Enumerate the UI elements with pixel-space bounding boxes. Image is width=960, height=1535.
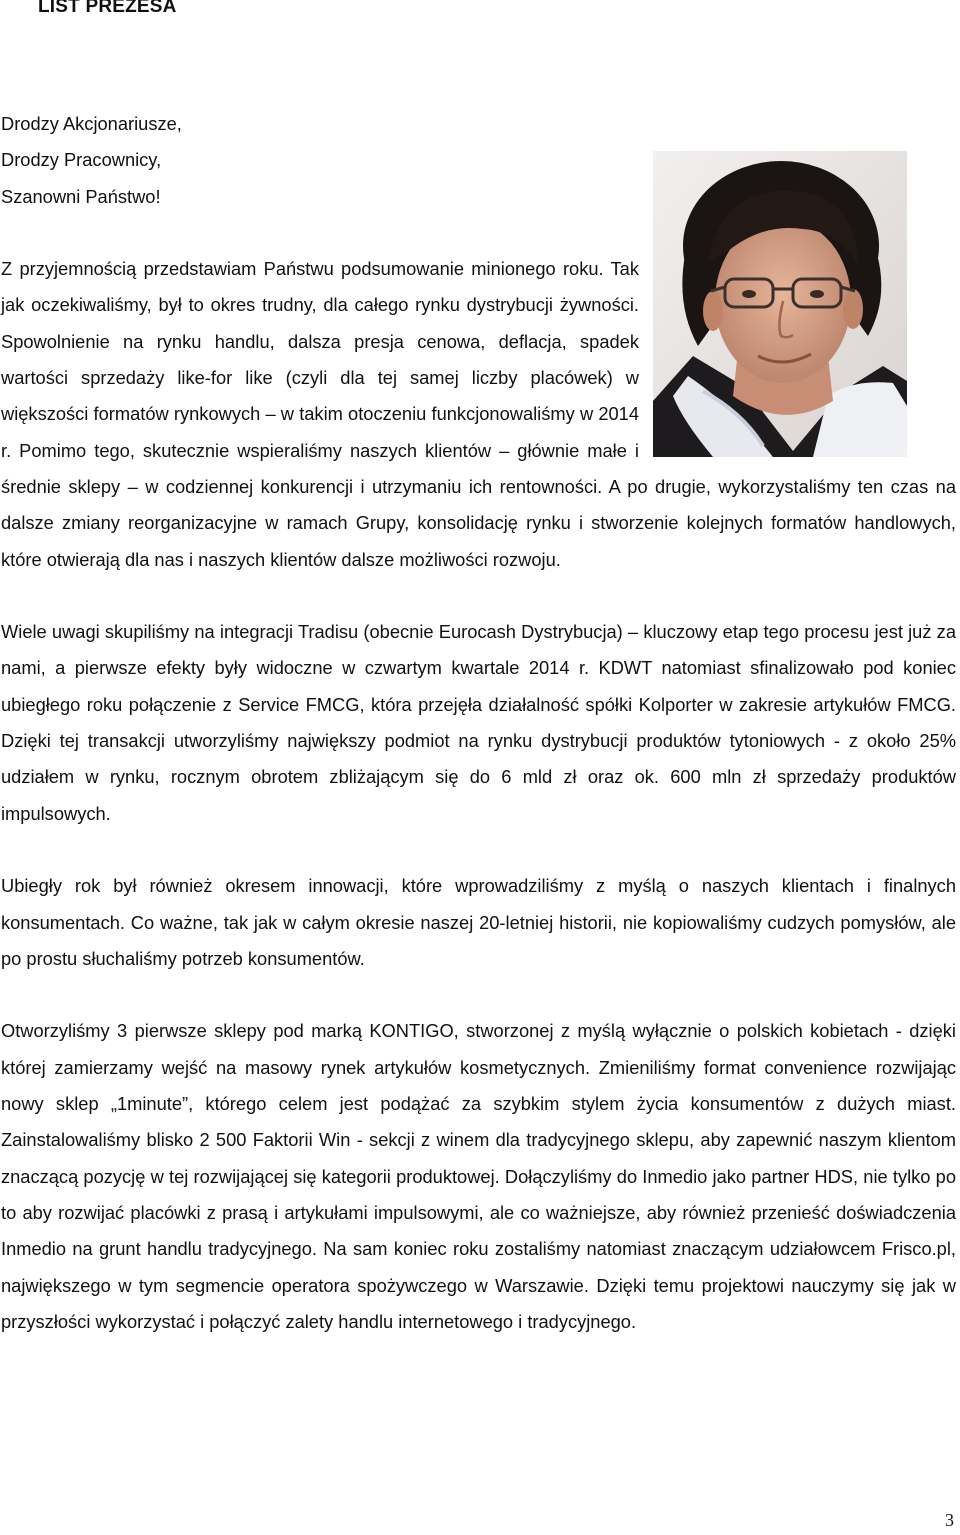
greeting-line: Drodzy Akcjonariusze,: [1, 113, 182, 134]
page-number: 3: [945, 1510, 954, 1530]
paragraph: Wiele uwagi skupiliśmy na integracji Tradisu (obecnie Eurocash Dystrybucja) – kluczowy etap tego procesu jest już za nami, a pierwsze efekty były widoczne w czwartym kwartale 2014 r. KDWT natomiast sfinalizowało pod koniec ubiegłego roku połączenie z Service FMCG, która przejęła działalność spółki Kolporter w zakresie artykułów FMCG. Dzięki tej transakcji utworzyliśmy największy podmiot na rynku dystrybucji produktów tytoniowych - z około 25% udziałem w rynku, rocznym obrotem zbliżającym się do 6 mld zł oraz ok. 600 mln zł sprzedaży produktów impulsowych.: [1, 621, 956, 824]
greeting-line: Szanowni Państwo!: [1, 185, 161, 207]
ceo-portrait-image: [653, 151, 907, 457]
paragraph: Ubiegły rok był również okresem innowacji, które wprowadziliśmy z myślą o naszych klientach i finalnych konsumentach. Co ważne, tak jak w całym okresie naszej 20-letniej historii, nie kopiowaliśmy cudzych pomysłów, ale po prostu słuchaliśmy potrzeb konsumentów.: [1, 875, 956, 969]
letter-body: [1, 106, 956, 1376]
portrait-photo: [653, 151, 907, 457]
page-title: LIST PREZESA: [38, 0, 177, 17]
paragraph: Otworzyliśmy 3 pierwsze sklepy pod marką KONTIGO, stworzonej z myślą wyłącznie o polskich kobietach - dzięki której zamierzamy wejść na masowy rynek artykułów kosmetycznych. Zmieniliśmy format convenience rozwijając nowy sklep „1minute”, którego celem jest podążać za szybkim stylem życia konsumentów z dużych miast. Zainstalowaliśmy blisko 2 500 Faktorii Win - sekcji z winem dla tradycyjnego sklepu, aby zapewnić naszym klientom znaczącą pozycję w tej rozwijającej się kategorii produktowej. Dołączyliśmy do Inmedio jako partner HDS, nie tylko po to aby rozwijać placówki z prasą i artykułami impulsowymi, ale co ważniejsze, aby również przenieść doświadczenia Inmedio na grunt handlu tradycyjnego. Na sam koniec roku zostaliśmy natomiast znaczącym udziałowcem Frisco.pl, największego w tym segmencie operatora spożywczego w Warszawie. Dzięki temu projektowi nauczymy się jak w przyszłości wykorzystać i połączyć zalety handlu internetowego i tradycyjnego.: [1, 1020, 956, 1332]
paragraph: Z przyjemnością przedstawiam Państwu podsumowanie minionego roku. Tak jak oczekiwaliśmy, był to okres trudny, dla całego rynku dystrybucji żywności. Spowolnienie na rynku handlu, dalsza presja cenowa, deflacja, spadek wartości sprzedaży like-for like (czyli dla tej samej liczby placówek) w większości formatów rynkowych – w takim otoczeniu funkcjonowaliśmy w 2014 r. Pomimo tego, skutecznie wspieraliśmy naszych klientów – głównie małe i średnie sklepy – w codziennej konkurencji i utrzymaniu ich rentowności. A po drugie, wykorzystaliśmy ten czas na dalsze zmiany reorganizacyjne w ramach Grupy, konsolidację rynku i stworzenie kolejnych formatów handlowych, które otwierają dla nas i naszych klientów dalsze możliwości rozwoju.: [1, 258, 956, 570]
greeting-line: Drodzy Pracownicy,: [1, 149, 162, 171]
